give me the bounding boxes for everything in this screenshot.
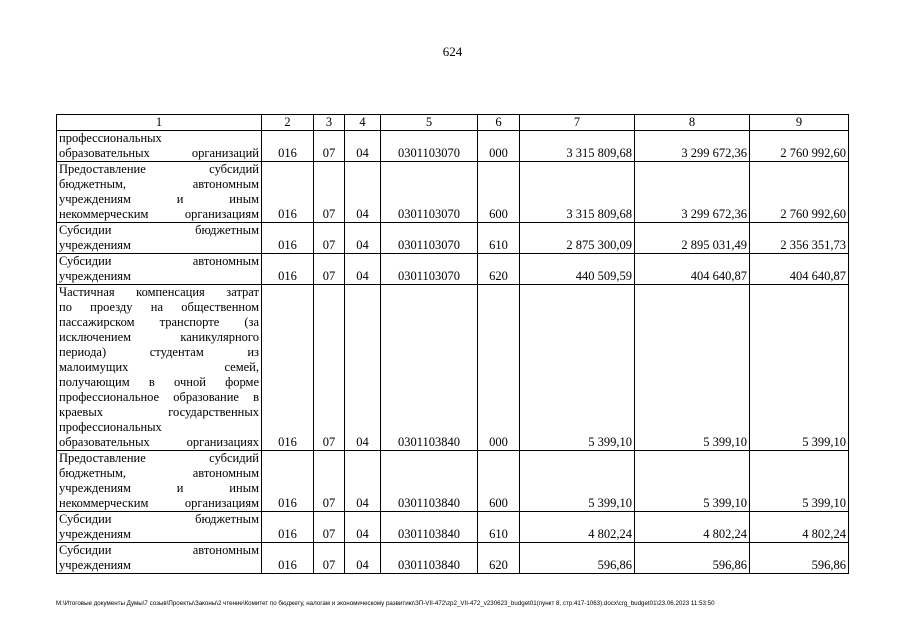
row-name-cell [57,451,262,512]
section-code: 07 [314,254,345,285]
amount-col7: 3 315 809,68 [520,131,635,162]
amount-col9: 2 760 992,60 [750,162,849,223]
ministry-code: 016 [262,285,314,451]
subsection-code: 04 [345,254,381,285]
amount-col9: 5 399,10 [750,451,849,512]
ministry-code: 016 [262,451,314,512]
row-name-cell [57,254,262,285]
row-name-line: Частичная компенсация затрат [59,285,259,299]
row-name-line: получающим в очной форме [59,375,259,389]
section-code: 07 [314,512,345,543]
row-name-line: Предоставление субсидий [59,451,259,465]
amount-col9: 2 356 351,73 [750,223,849,254]
row-name-line: краевых государственных [59,405,259,419]
amount-col7: 5 399,10 [520,451,635,512]
ministry-code: 016 [262,512,314,543]
amount-col8: 3 299 672,36 [635,162,750,223]
row-name-line: учреждениям и иным [59,192,259,206]
target-code: 0301103840 [381,543,478,574]
ministry-code: 016 [262,543,314,574]
expense-type-code: 620 [478,254,520,285]
section-code: 07 [314,131,345,162]
row-name-line: бюджетным, автономным [59,466,259,480]
row-name-cell [57,512,262,543]
row-name-line: некоммерческим организациям [59,207,259,221]
subsection-code: 04 [345,543,381,574]
amount-col9: 404 640,87 [750,254,849,285]
amount-col9: 5 399,10 [750,285,849,451]
subsection-code: 04 [345,131,381,162]
row-name-line: профессиональных [59,131,162,145]
section-code: 07 [314,223,345,254]
row-name-line: Субсидии бюджетным [59,223,259,237]
table-row [57,254,849,285]
row-name-line: Субсидии бюджетным [59,512,259,526]
page-number: 624 [442,44,463,59]
target-code: 0301103840 [381,512,478,543]
amount-col9: 596,86 [750,543,849,574]
row-name-line: образовательных организаций [59,146,259,160]
ministry-code: 016 [262,223,314,254]
column-header-8: 8 [635,115,750,131]
row-name-cell [57,223,262,254]
column-header-4: 4 [345,115,381,131]
row-name-cell [57,285,262,451]
header-row [57,115,849,131]
row-name-line: некоммерческим организациям [59,496,259,510]
amount-col7: 440 509,59 [520,254,635,285]
row-name-line: учреждениям [59,527,131,541]
row-name-line: бюджетным, автономным [59,177,259,191]
row-name-line: учреждениям [59,558,131,572]
row-name-line: Предоставление субсидий [59,162,259,176]
row-name-cell [57,162,262,223]
ministry-code: 016 [262,254,314,285]
expense-type-code: 600 [478,451,520,512]
amount-col8: 4 802,24 [635,512,750,543]
amount-col8: 5 399,10 [635,451,750,512]
target-code: 0301103070 [381,131,478,162]
row-name-line: малоимущих семей, [59,360,259,374]
table-row [57,223,849,254]
amount-col7: 596,86 [520,543,635,574]
expense-type-code: 000 [478,285,520,451]
table-row [57,131,849,162]
row-name-line: учреждениям и иным [59,481,259,495]
table-row [57,543,849,574]
target-code: 0301103070 [381,223,478,254]
amount-col9: 4 802,24 [750,512,849,543]
table-row [57,285,849,451]
amount-col8: 3 299 672,36 [635,131,750,162]
amount-col7: 5 399,10 [520,285,635,451]
amount-col7: 2 875 300,09 [520,223,635,254]
expense-type-code: 620 [478,543,520,574]
table-row [57,451,849,512]
column-header-7: 7 [520,115,635,131]
row-name-line: учреждениям [59,238,131,252]
subsection-code: 04 [345,285,381,451]
column-header-5: 5 [381,115,478,131]
amount-col7: 4 802,24 [520,512,635,543]
target-code: 0301103840 [381,451,478,512]
row-name-line: профессиональных [59,420,162,434]
section-code: 07 [314,543,345,574]
column-header-1: 1 [57,115,262,131]
amount-col8: 596,86 [635,543,750,574]
row-name-line: исключением каникулярного [59,330,259,344]
row-name-line: образовательных организациях [59,435,259,449]
subsection-code: 04 [345,223,381,254]
target-code: 0301103070 [381,254,478,285]
row-name-cell [57,131,262,162]
row-name-line: периода) студентам из [59,345,259,359]
section-code: 07 [314,285,345,451]
row-name-cell [57,543,262,574]
target-code: 0301103840 [381,285,478,451]
row-name-line: по проезду на общественном [59,300,259,314]
section-code: 07 [314,162,345,223]
table-row [57,162,849,223]
amount-col8: 5 399,10 [635,285,750,451]
row-name-line: профессиональное образование в [59,390,259,404]
column-header-9: 9 [750,115,849,131]
amount-col9: 2 760 992,60 [750,131,849,162]
ministry-code: 016 [262,131,314,162]
amount-col8: 404 640,87 [635,254,750,285]
expense-type-code: 610 [478,223,520,254]
column-header-6: 6 [478,115,520,131]
expense-type-code: 600 [478,162,520,223]
subsection-code: 04 [345,451,381,512]
subsection-code: 04 [345,162,381,223]
column-header-2: 2 [262,115,314,131]
row-name-line: учреждениям [59,269,131,283]
amount-col8: 2 895 031,49 [635,223,750,254]
ministry-code: 016 [262,162,314,223]
section-code: 07 [314,451,345,512]
column-header-3: 3 [314,115,345,131]
row-name-line: Субсидии автономным [59,543,259,557]
expense-type-code: 610 [478,512,520,543]
table-row [57,512,849,543]
row-name-line: Субсидии автономным [59,254,259,268]
document-path-footer: M:\Итоговые документы Думы\7 созыв\Проекты\Законы\2 чтение\Комитет по бюджету, налогам и экономическому развитию\ЗП-VII-472\zp2_VII-472_v230623_budget01(пункт 8, стр.417-1063).docx\crg_budget01\23.06.2023 11:53:50 [56,600,715,607]
expense-type-code: 000 [478,131,520,162]
target-code: 0301103070 [381,162,478,223]
amount-col7: 3 315 809,68 [520,162,635,223]
budget-table [56,114,849,574]
row-name-line: пассажирском транспорте (за [59,315,259,329]
subsection-code: 04 [345,512,381,543]
